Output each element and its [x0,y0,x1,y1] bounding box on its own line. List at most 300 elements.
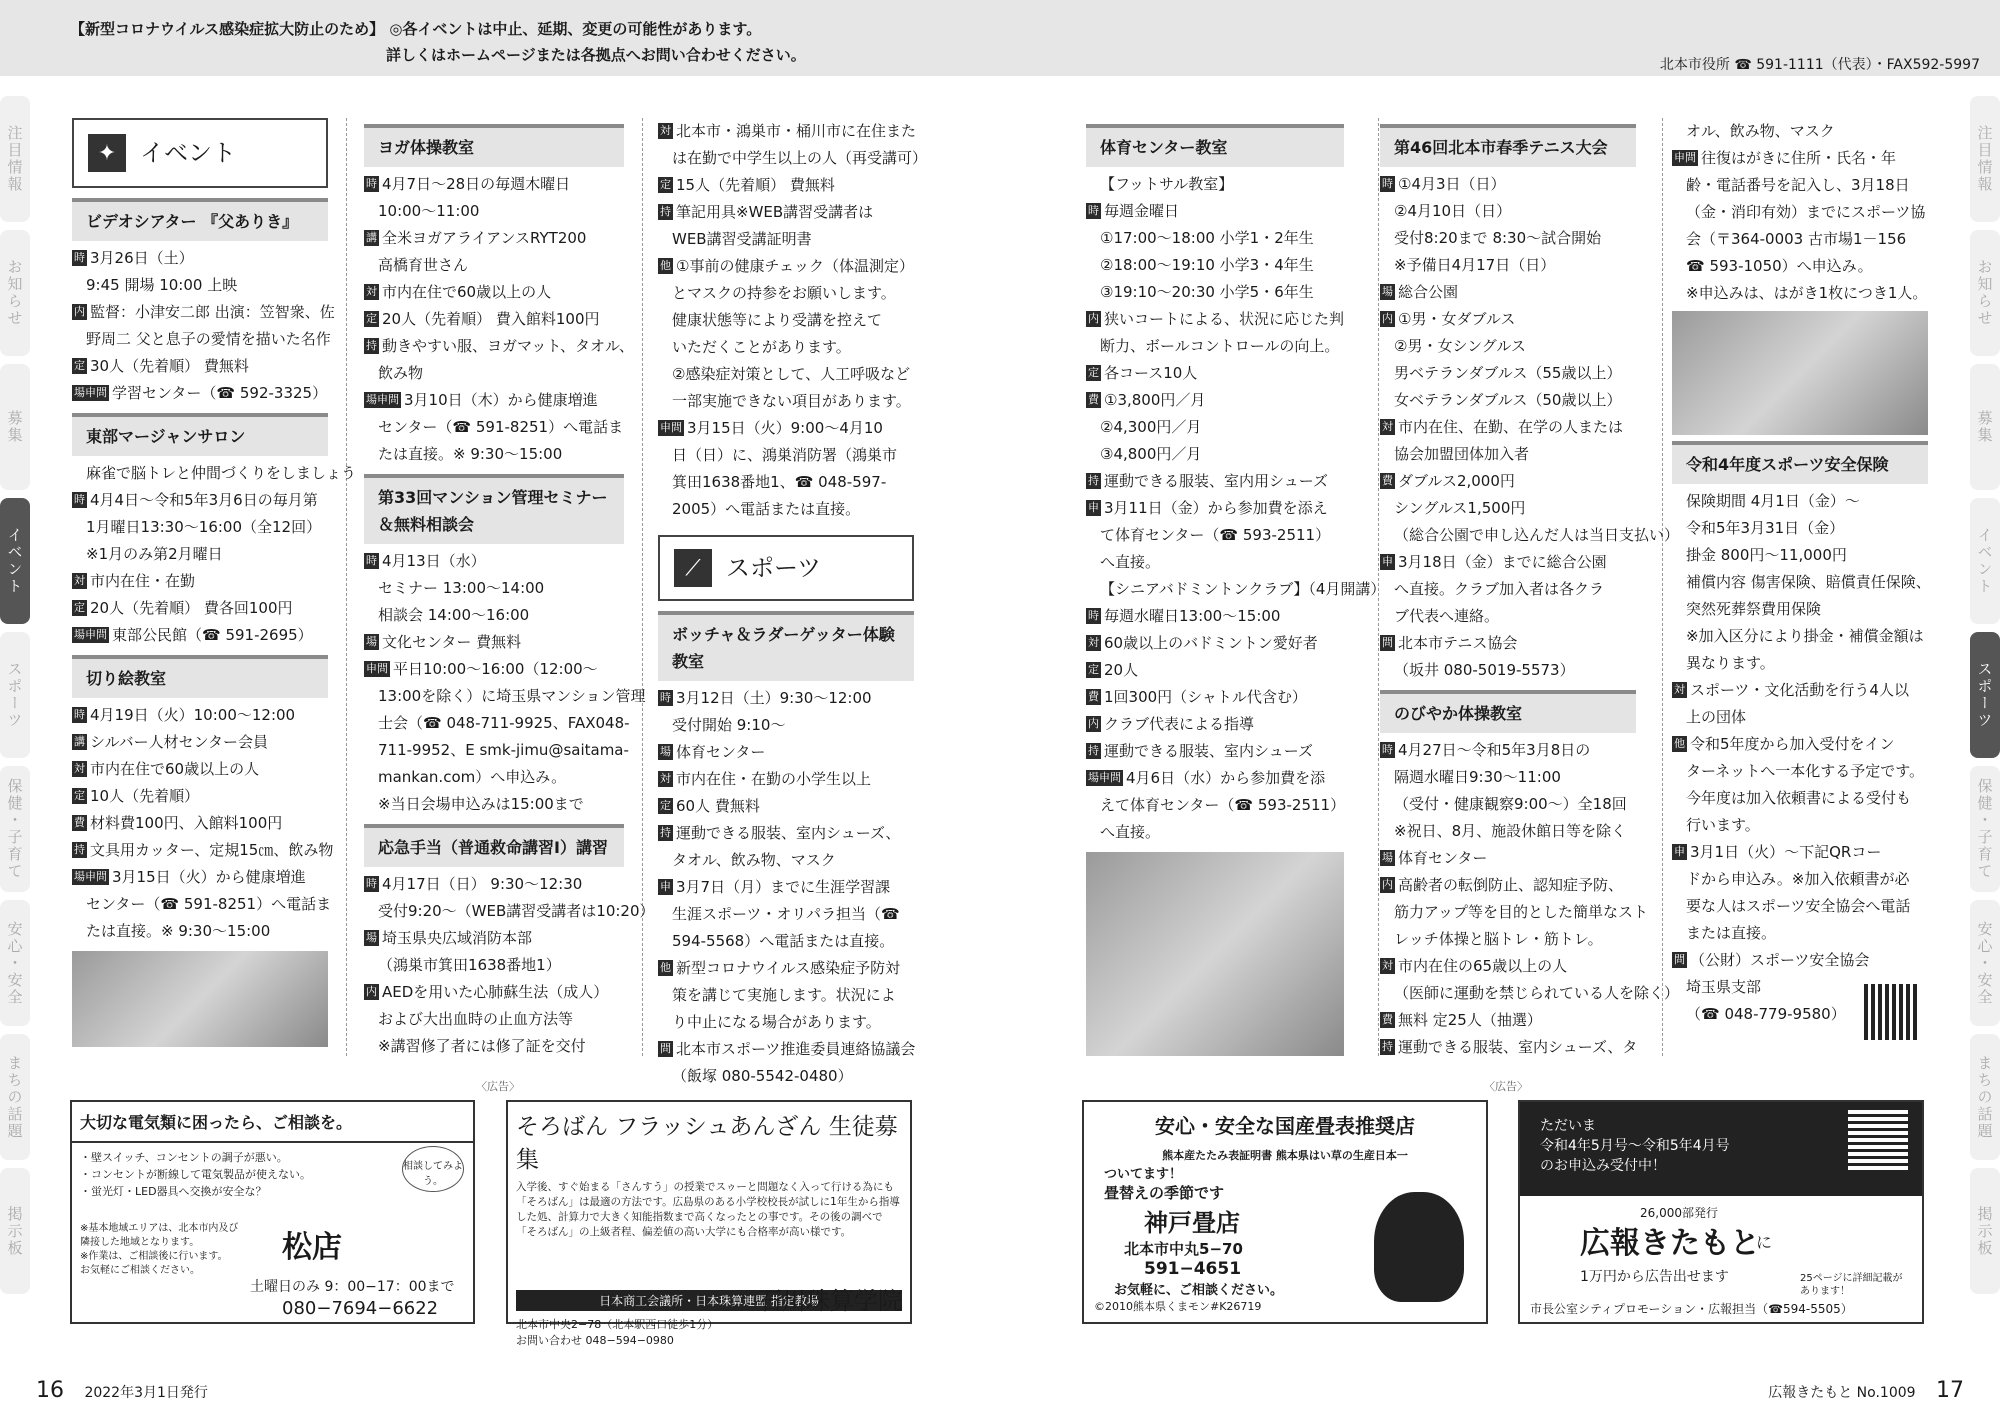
label-badge: 講 [74,735,85,748]
info-line: 時 毎週水曜日13:00～15:00 [1088,607,1281,625]
article [364,124,634,468]
info-line: 会（〒364-0003 古市場1－156 [1686,230,1907,248]
info-line: 生涯スポーツ・オリパラ担当（☎ [672,905,900,923]
label-badge: 費 [1088,393,1099,406]
info-line: 対 市内在住で60歳以上の人 [366,283,552,301]
info-line: 711-9952、E smk-jimu@saitama- [378,741,629,759]
info-line: 時 4月4日～令和5年3月6日の毎月第 [74,491,318,509]
label-badge: 対 [1088,636,1099,649]
index-tab[interactable]: 保健・子育て [0,766,30,892]
info-line: 場申問 学習センター（☎ 592-3325） [74,384,328,402]
info-line: たは直接。※ 9:30～15:00 [86,922,271,940]
info-line: 持 運動できる服装、室内シューズ、タ [1382,1038,1638,1056]
info-line: 10:00～11:00 [378,202,480,220]
info-line: 定 10人（先着順） [74,787,200,805]
page-number-left: 16 [36,1378,64,1403]
article-title: 応急手当（普通救命講習Ⅰ）講習 [364,824,624,867]
label-badge: 定 [74,359,85,372]
label-badge: 問 [1674,953,1685,966]
info-line: 問 （公財）スポーツ安全協会 [1674,951,1870,969]
info-line: 場 体育センター [660,743,766,761]
ad-tatami-store: 安心・安全な国産畳表推奨店 熊本産たたみ表証明書 熊本県はい草の生産日本一 ついてます！ 畳替えの季節です 神戸畳店 北本市中丸5−70 591−4651 お気軽に、ご相談ください。 ©2010熊本県くまモン#K26719 [1082,1100,1488,1324]
info-line: ※当日会場申込みは15:00まで [378,795,584,813]
info-line: （受付・健康観察9:00～）全18回 [1394,795,1627,813]
column-3 [658,118,928,1090]
ad-electric-store: 大切な電気類に困ったら、ご相談を。 ・壁スイッチ、コンセントの調子が悪い。 ・コンセントが断線して電気製品が使えない。 ・蛍光灯・LED器具へ交換が安全な？ 相談してみよう。 ※基本地域エリアは、北本市内及び 隣接した地域となります。 ※作業は、ご相談後に行います。 お気軽にご相談ください。 松店 土曜日のみ 9：00−17：00まで 080−7694−6622 [70,1100,475,1324]
info-line: （鴻巣市箕田1638番地1） [378,956,561,974]
info-line: 受付8:20まで 8:30～試合開始 [1394,229,1602,247]
label-badge: 時 [1088,609,1099,622]
info-line: 対 市内在住・在勤の小学生以上 [660,770,872,788]
info-line: 補償内容 傷害保険、賠償責任保険、 [1686,573,1931,591]
info-line: 定 60人 費無料 [660,797,760,815]
info-line: 飲み物 [378,364,424,382]
info-line: 場申問 東部公民館（☎ 591-2695） [74,626,313,644]
label-badge: 定 [74,789,85,802]
label-badge: 定 [1088,366,1099,379]
info-line: いただくことがあります。 [672,338,851,356]
label-badge: 定 [660,799,671,812]
label-badge: 対 [366,285,377,298]
column-4 [1086,118,1386,1056]
info-line: タオル、飲み物、マスク [672,851,836,869]
label-badge: 持 [74,843,85,856]
info-line: 箕田1638番地1、☎ 048-597- [672,473,887,491]
info-line: 他 令和5年度から加入受付をイン [1674,735,1895,753]
info-line: 内 ①男・女ダブルス [1382,310,1516,328]
label-badge: 時 [1088,204,1099,217]
index-tab[interactable]: イベント [1970,498,2000,624]
info-line: 時 3月12日（土）9:30～12:00 [660,689,872,707]
info-line: 時 3月26日（土） [74,249,194,267]
info-line: 断力、ボールコントロールの向上。 [1100,337,1340,355]
column-5 [1380,118,1680,1061]
label-badge: 場 [1382,851,1393,864]
info-line: 対 市内在住で60歳以上の人 [74,760,260,778]
kumamon-mascot [1374,1192,1464,1302]
info-line: 594-5568）へ電話または直接。 [672,932,895,950]
info-line: 場申問 3月15日（火）から健康増進 [74,868,306,886]
info-line: 定 各コース10人 [1088,364,1198,382]
index-tab[interactable]: お知らせ [0,230,30,356]
info-line: ※祝日、8月、施設休館日等を除く [1394,822,1627,840]
info-line: 要な人はスポーツ安全協会へ電話 [1686,897,1911,915]
info-line: 定 30人（先着順） 費無料 [74,357,249,375]
info-line: 健康状態等により受講を控えて [672,311,883,329]
info-line: 麻雀で脳トレと仲間づくりをしましょう [86,464,357,482]
article [364,474,646,818]
label-badge: 時 [366,877,377,890]
info-line: とマスクの持参をお願いします。 [672,284,896,302]
info-line: 今年度は加入依頼書による受付も [1686,789,1912,807]
label-badge: 対 [74,574,85,587]
label-badge: 場 [660,745,671,758]
label-badge: 申問 [1674,151,1696,164]
info-line: たは直接。※ 9:30～15:00 [378,445,563,463]
info-line: えて体育センター（☎ 593-2511） [1100,796,1346,814]
index-tab[interactable]: 注目情報 [1970,96,2000,222]
info-line: 一部実施できない項目があります。 [672,392,911,410]
label-badge: 他 [1674,737,1685,750]
article-title: 体育センター教室 [1086,124,1344,167]
info-line: 士会（☎ 048-711-9925、FAX048- [378,714,630,732]
info-line: 持 運動できる服装、室内シューズ、 [660,824,901,842]
info-line: 内 クラブ代表による指導 [1088,715,1255,733]
index-tab[interactable]: スポーツ [1970,632,2000,758]
index-tab[interactable]: 募集 [0,364,30,490]
info-line: 時 毎週金曜日 [1088,202,1180,220]
info-line: 男ベテランダブルス（55歳以上） [1394,364,1622,382]
info-line: 申問 3月15日（火）9:00～4月10 [660,419,883,437]
info-line: 場申問 3月10日（木）から健康増進 [366,391,598,409]
info-line: WEB講習受講証明書 [672,230,812,248]
article [72,198,335,407]
label-badge: 内 [1382,878,1393,891]
page-number-right: 17 [1936,1378,1964,1403]
info-line: 他 新型コロナウイルス感染症予防対 [660,959,901,977]
label-badge: 持 [366,339,377,352]
info-line: ②感染症対策として、人工呼吸など [672,365,911,383]
info-line: ※申込みは、はがき1枚につき1人。 [1686,284,1928,302]
info-line: レッチ体操と脳トレ・筋トレ。 [1394,930,1603,948]
index-tab[interactable]: 保健・子育て [1970,766,2000,892]
label-badge: 申 [1088,501,1099,514]
sparkle-icon: ✦ [88,134,126,172]
info-line: ③19:10～20:30 小学5・6年生 [1100,283,1314,301]
label-badge: 時 [74,493,85,506]
info-line: ※講習修了者には修了証を交付 [378,1037,586,1055]
info-line: 定 20人（先着順） 費各回100円 [74,599,293,617]
info-line: 策を講じて実施します。状況によ [672,986,896,1004]
article [1380,690,1680,1061]
index-tab[interactable]: 注目情報 [0,96,30,222]
info-line: 時 4月27日～令和5年3月8日の [1382,741,1591,759]
info-line: 1月曜日13:30～16:00（全12回） [86,518,322,536]
info-line: ②男・女シングルス [1394,337,1526,355]
info-line: ☎ 593-1050）へ申込み。 [1686,257,1873,275]
info-line: 時 4月7日～28日の毎週木曜日 [366,175,571,193]
label-badge: 内 [366,985,377,998]
info-line: セミナー 13:00～14:00 [378,579,545,597]
info-line: へ直接。クラブ加入者は各クラ [1394,580,1605,598]
info-line: 持 筆記用具※WEB講習受講者は [660,203,874,221]
info-line: 費 ①3,800円／月 [1088,391,1206,409]
label-badge: 申 [1674,845,1685,858]
info-line: 異なります。 [1686,654,1775,672]
label-badge: 対 [1674,683,1685,696]
label-badge: 定 [660,178,671,191]
article-title: ビデオシアター 『父ありき』 [72,198,328,241]
info-line: 令和5年3月31日（金） [1686,519,1845,537]
label-badge: 申問 [660,421,682,434]
label-badge: 費 [74,816,85,829]
sports-icon: ⟋ [674,549,712,587]
info-line: および大出血時の止血方法等 [378,1010,574,1028]
label-badge: 内 [1088,312,1099,325]
label-badge: 他 [660,259,671,272]
label-badge: 内 [74,305,85,318]
info-line: ※加入区分により掛金・補償金額は [1686,627,1924,645]
issue-date: 2022年3月1日発行 [84,1385,208,1401]
label-badge: 費 [1382,474,1393,487]
info-line: 場 埼玉県央広域消防本部 [366,929,533,947]
info-line: 保険期間 4月1日（金）～ [1686,492,1860,510]
label-badge: 問 [1382,636,1393,649]
info-line: 対 スポーツ・文化活動を行う4人以 [1674,681,1909,699]
info-line: 申問 往復はがきに住所・氏名・年 [1674,149,1897,167]
article-title: ヨガ体操教室 [364,124,624,167]
info-line: 対 市内在住、在勤、在学の人または [1382,418,1624,436]
category-sports: ⟋ スポーツ [658,535,914,601]
info-line: 突然死葬祭費用保険 [1686,600,1822,618]
info-line: 申 3月11日（金）から参加費を添え [1088,499,1328,517]
article-title: 切り絵教室 [72,655,328,698]
info-line: 日（日）に、鴻巣消防署（鴻巣市 [672,446,898,464]
bulletin-title: 広報きたもと No.1009 [1768,1385,1916,1401]
label-badge: 申 [660,880,671,893]
info-line: 申問 平日10:00～16:00（12:00～ [366,660,598,678]
info-line: 講 シルバー人材センター会員 [74,733,268,751]
info-line: 費 材料費100円、入館料100円 [74,814,283,832]
info-line: 女ベテランダブルス（50歳以上） [1394,391,1622,409]
info-line: 時 ①4月3日（日） [1382,175,1506,193]
label-badge: 持 [660,826,671,839]
top-notice-bar [0,0,2000,76]
label-badge: 他 [660,961,671,974]
info-line: 場 体育センター [1382,849,1488,867]
info-line: または直接。 [1686,924,1777,942]
column-2 [364,118,655,1060]
article [1380,124,1680,684]
info-line: 埼玉県支部 [1686,978,1762,996]
exercise-photo [1672,311,1928,435]
ad-abacus-school: そろばん フラッシュあんざん 生徒募集 入学後、すぐ始まる「さんすう」の授業でスゥーと問題なく入って行ける為にも「そろばん」は最適の方法です。広島県のある小学校校長が試しに1年生から指導した処、計算力で大きく知能指数まで高くなったとの事です。その後の調べで「そろばん」の上級者程、偏差値の高い大学にも合格率が高い様です。 日本商工会議所・日本珠算連盟 指定教場 北本市中央2−78（北本駅西口徒歩1分） お問い合わせ 048−594−0980 石川珠算学院 [506,1100,912,1324]
badminton-racket-photo [1086,852,1344,1056]
info-line: ドから申込み。※加入依頼書が必 [1686,870,1910,888]
label-badge: 場申問 [74,628,107,641]
info-line: （☎ 048-779-9580） [1686,1005,1846,1023]
label-badge: 場 [1382,285,1393,298]
label-badge: 時 [74,251,85,264]
index-tab[interactable]: 安心・安全 [1970,900,2000,1026]
index-tab[interactable]: まちの話題 [1970,1034,2000,1160]
label-badge: 場申問 [1088,771,1121,784]
info-line: 隔週水曜日9:30～11:00 [1394,768,1561,786]
info-line: 協会加盟団体加入者 [1394,445,1530,463]
info-line: り中止になる場合があります。 [672,1013,881,1031]
label-badge: 時 [1382,177,1393,190]
article [72,413,357,649]
label-badge: 問 [660,1042,671,1055]
label-badge: 時 [366,554,377,567]
info-line: ②4,300円／月 [1100,418,1202,436]
info-line: ②18:00～19:10 小学3・4年生 [1100,256,1314,274]
label-badge: 対 [1382,959,1393,972]
info-line: mankan.com）へ申込み。 [378,768,567,786]
info-line: 内 高齢者の転倒防止、認知症予防、 [1382,876,1624,894]
info-line: 持 動きやすい服、ヨガマット、タオル、 [366,337,634,355]
label-badge: 講 [366,231,377,244]
index-tab[interactable]: 掲示板 [1970,1168,2000,1294]
info-line: 9:45 開場 10:00 上映 [86,276,238,294]
info-line: 野周二 父と息子の愛情を描いた名作 [86,330,331,348]
label-badge: 場 [366,931,377,944]
label-badge: 対 [74,762,85,775]
qr-code-icon[interactable] [1848,1110,1908,1170]
label-badge: 定 [1088,663,1099,676]
article [364,824,655,1060]
info-line: ※1月のみ第2月曜日 [86,545,223,563]
info-line: （坂井 080-5019-5573） [1394,661,1575,679]
label-badge: 費 [1382,1013,1393,1026]
info-line: 高橋育世さん [378,256,469,274]
info-line: 掛金 800円～11,000円 [1686,546,1847,564]
article [658,611,914,1090]
label-badge: 内 [1382,312,1393,325]
label-badge: 申 [1382,555,1393,568]
category-event: ✦ イベント [72,118,328,188]
info-line: 申 3月1日（火）～下記QRコー [1674,843,1882,861]
info-line: ※予備日4月17日（日） [1394,256,1556,274]
label-badge: 場申問 [366,393,399,406]
label-badge: 定 [366,312,377,325]
info-line: 場 総合公園 [1382,283,1459,301]
index-tab[interactable]: まちの話題 [0,1034,30,1160]
label-badge: 対 [1382,420,1393,433]
label-badge: 時 [1382,743,1393,756]
label-badge: 場申問 [74,386,107,399]
article [1086,124,1386,846]
info-line: ①17:00～18:00 小学1・2年生 [1100,229,1314,247]
info-line: は在勤で中学生以上の人（再受講可） [672,149,928,167]
info-line: ターネットへ一本化する予定です。 [1686,762,1925,780]
info-line: 他 ①事前の健康チェック（体温測定） [660,257,914,275]
info-line: 定 20人（先着順） 費入館料100円 [366,310,600,328]
info-line: 内 狭いコートによる、状況に応じた判 [1088,310,1345,328]
info-line: 相談会 14:00～16:00 [378,606,530,624]
info-line: シングルス1,500円 [1394,499,1526,517]
info-line: （総合公園で申し込んだ人は当日支払い） [1394,526,1680,544]
info-line: 【シニアバドミントンクラブ】（4月開講） [1100,580,1386,598]
info-line: 2005）へ電話または直接。 [672,500,861,518]
label-badge: 場 [366,635,377,648]
info-line: （飯塚 080-5542-0480） [672,1067,853,1085]
index-tab[interactable]: 掲示板 [0,1168,30,1294]
info-line: 費 ダブルス2,000円 [1382,472,1515,490]
info-line: 問 北本市テニス協会 [1382,634,1518,652]
label-badge: 時 [74,708,85,721]
label-badge: 費 [1088,690,1099,703]
info-line: 受付開始 9:10～ [672,716,786,734]
label-badge: 時 [366,177,377,190]
info-line: （医師に運動を禁じられている人を除く） [1394,984,1680,1002]
label-badge: 申問 [366,662,388,675]
info-line: 持 運動できる服装、室内用シューズ [1088,472,1328,490]
info-line: ②4月10日（日） [1394,202,1512,220]
index-tab[interactable]: スポーツ [0,632,30,758]
article-title: 第33回マンション管理セミナー ＆無料相談会 [364,474,624,544]
info-line: 時 4月17日（日） 9:30～12:30 [366,875,583,893]
info-line: 13:00を除く）に埼玉県マンション管理 [378,687,646,705]
info-line: 場 文化センター 費無料 [366,633,522,651]
article-title: 令和4年度スポーツ安全保険 [1672,441,1928,484]
article [1672,441,1931,1028]
info-line: 時 4月13日（水） [366,552,486,570]
info-line: 対 市内在住の65歳以上の人 [1382,957,1568,975]
city-hall-contact: 北本市役所 ☎ 591-1111（代表）・FAX592-5997 [1659,57,1980,73]
info-line: 【フットサル教室】 [1100,175,1234,193]
label-badge: 持 [1088,744,1099,757]
info-line: 行います。 [1686,816,1760,834]
info-line: て体育センター（☎ 593-2511） [1100,526,1331,544]
index-tab[interactable]: イベント [0,498,30,624]
info-line: ③4,800円／月 [1100,445,1202,463]
column-1 [72,118,357,1047]
info-line: 場申問 4月6日（水）から参加費を添 [1088,769,1326,787]
info-line: （金・消印有効）までにスポーツ協 [1686,203,1926,221]
info-line: 対 60歳以上のバドミントン愛好者 [1088,634,1318,652]
info-line: センター（☎ 591-8251）へ電話ま [86,895,332,913]
info-line: 時 4月19日（火）10:00～12:00 [74,706,296,724]
index-tab[interactable]: お知らせ [1970,230,2000,356]
info-line: 定 20人 [1088,661,1139,679]
label-badge: 持 [1088,474,1099,487]
index-tab[interactable]: 安心・安全 [0,900,30,1026]
qr-code-icon[interactable] [1864,984,1920,1040]
info-line: 内 AEDを用いた心肺蘇生法（成人） [366,983,609,1001]
article [72,655,334,945]
column-6 [1672,118,1931,1028]
covid-notice: 【新型コロナウイルス感染症拡大防止のため】 ◎各イベントは中止、延期、変更の可能性があります。 詳しくはホームページまたは各拠点へお問い合わせください。 [70,20,806,64]
info-line: 持 文具用カッター、定規15㎝、飲み物 [74,841,334,859]
info-line: 持 運動できる服装、室内シューズ [1088,742,1313,760]
info-line: 受付9:20～（WEB講習受講者は10:20） [378,902,655,920]
info-line: へ直接。 [1100,823,1161,841]
info-line: 申 3月7日（月）までに生涯学習課 [660,878,891,896]
info-line: オル、飲み物、マスク [1686,122,1835,140]
info-line: 齢・電話番号を記入し、3月18日 [1686,176,1910,194]
info-line: 費 1回300円（シャトル代含む） [1088,688,1307,706]
index-tab[interactable]: 募集 [1970,364,2000,490]
info-line: 上の団体 [1686,708,1747,726]
info-line: センター（☎ 591-8251）へ電話ま [378,418,624,436]
label-badge: 定 [74,601,85,614]
ad-kitamoto-bulletin: ただいま 令和4年5月号～令和5年4月号 のお申込み受付中！ 26,000部発行 広報きたもと に 1万円から広告出せます 25ページに詳細記載があります！ 市長公室シティプロモーション・広報担当（☎594-5505） [1518,1100,1924,1324]
label-badge: 対 [660,124,671,137]
info-line: 講 全米ヨガアライアンスRYT200 [366,229,587,247]
label-badge: 内 [1088,717,1099,730]
info-line: 対 市内在住・在勤 [74,572,196,590]
info-line: 筋力アップ等を目的とした簡単なスト [1394,903,1648,921]
label-badge: 時 [660,691,671,704]
label-badge: 持 [660,205,671,218]
info-line: 申 3月18日（金）までに総合公園 [1382,553,1607,571]
info-line: 問 北本市スポーツ推進委員連絡協議会 [660,1040,916,1058]
article-title: 東部マージャンサロン [72,413,328,456]
info-line: 内 監督：小津安二郎 出演：笠智衆、佐 [74,303,335,321]
paper-cutting-photo [72,951,328,1047]
info-line: 定 15人（先着順） 費無料 [660,176,835,194]
label-badge: 持 [1382,1040,1393,1053]
article-title: 第46回北本市春季テニス大会 [1380,124,1636,167]
article-title: のびやか体操教室 [1380,690,1636,733]
info-line: ブ代表へ連絡。 [1394,607,1500,625]
info-line: 費 無料 定25人（抽選） [1382,1011,1542,1029]
info-line: へ直接。 [1100,553,1161,571]
article-title: ボッチャ＆ラダーゲッター体験教室 [658,611,914,681]
label-badge: 対 [660,772,671,785]
label-badge: 場申問 [74,870,107,883]
